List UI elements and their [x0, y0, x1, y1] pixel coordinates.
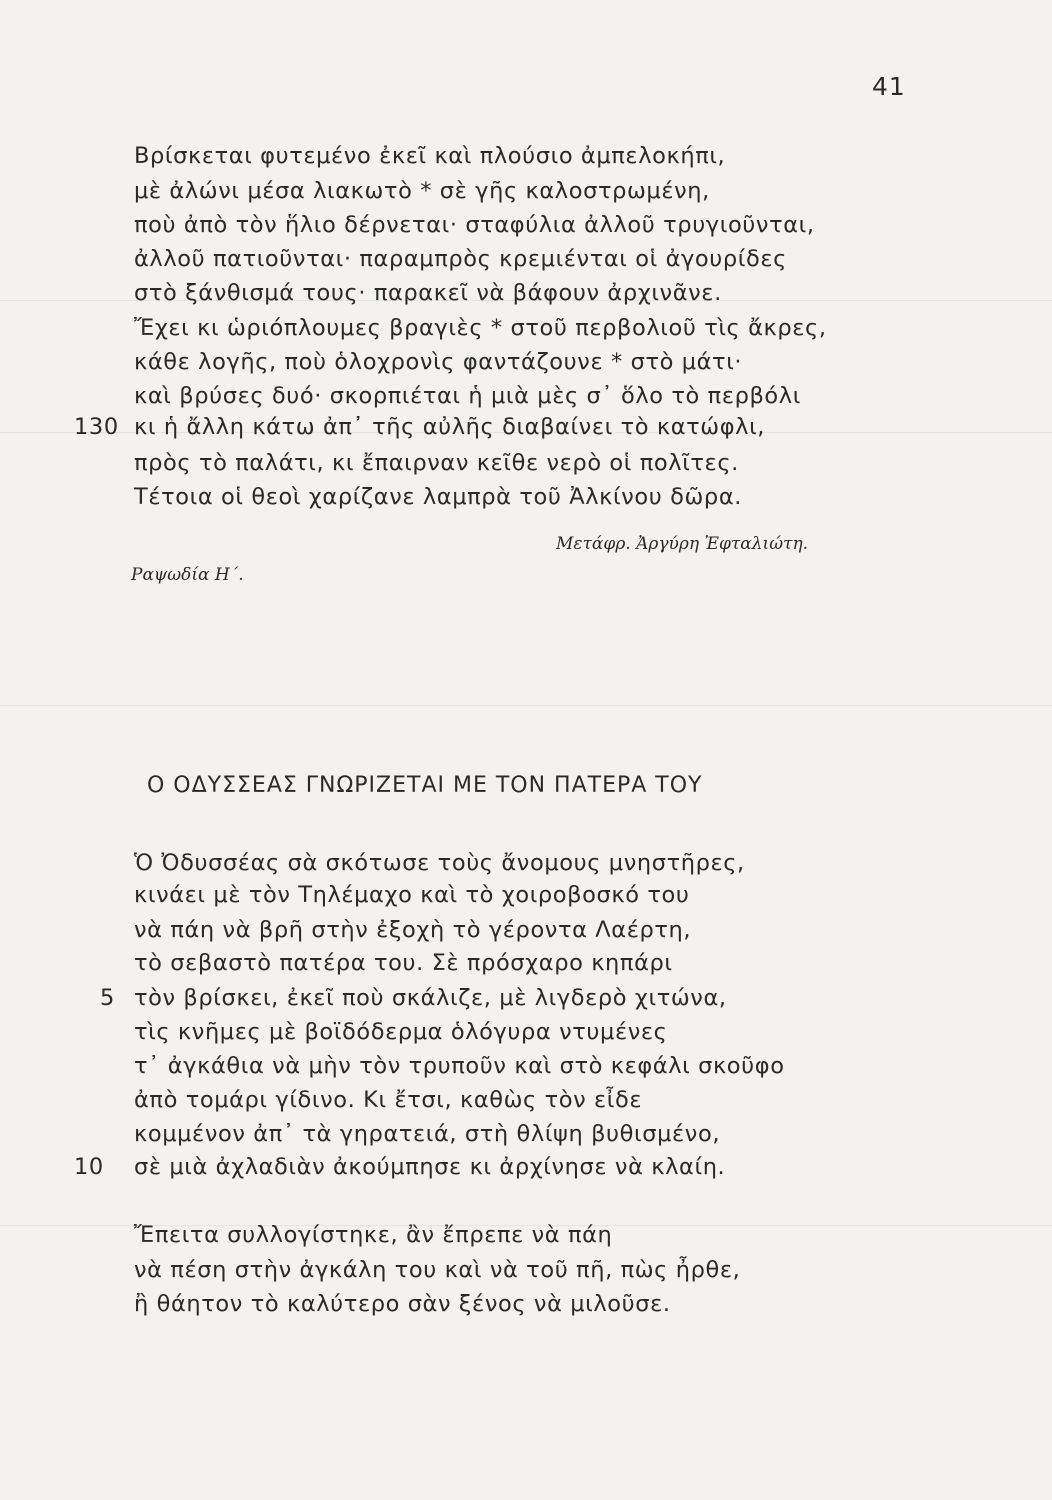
poem-line: κι ἡ ἄλλη κάτω ἀπ᾽ τῆς αὐλῆς διαβαίνει τὸ κατώφλι, — [134, 414, 766, 440]
poem-line: πρὸς τὸ παλάτι, κι ἔπαιρναν κεῖθε νερὸ οἱ πολῖτες. — [134, 450, 739, 476]
poem-line: Ἔπειτα συλλογίστηκε, ἂν ἔπρεπε νὰ πάη — [134, 1222, 613, 1248]
poem-line: νὰ πάη νὰ βρῆ στὴν ἐξοχὴ τὸ γέροντα Λαέρτη, — [134, 917, 692, 943]
poem-line: ἀλλοῦ πατιοῦνται· παραμπρὸς κρεμιένται οἱ ἀγουρίδες — [134, 246, 787, 272]
poem-line: κομμένον ἀπ᾽ τὰ γηρατειά, στὴ θλίψη βυθισμένο, — [134, 1121, 721, 1147]
poem-line: τ᾽ ἀγκάθια νὰ μὴν τὸν τρυποῦν καὶ στὸ κεφάλι σκοῦφο — [134, 1053, 785, 1079]
source-rhapsody: Ραψωδία Η΄. — [131, 565, 244, 585]
line-number: 10 — [74, 1154, 104, 1180]
poem-line: τὸ σεβαστὸ πατέρα του. Σὲ πρόσχαρο κηπάρι — [134, 950, 673, 976]
poem-line: καὶ βρύσες δυό· σκορπιέται ἡ μιὰ μὲς σ᾽ ὅλο τὸ περβόλι — [134, 383, 801, 409]
translator-credit: Μετάφρ. Ἀργύρη Ἐφταλιώτη. — [556, 534, 809, 554]
poem-line: ποὺ ἀπὸ τὸν ἥλιο δέρνεται· σταφύλια ἀλλοῦ τρυγιοῦνται, — [134, 212, 815, 238]
poem-line: Βρίσκεται φυτεμένο ἐκεῖ καὶ πλούσιο ἀμπελοκήπι, — [134, 143, 726, 169]
poem-line: Τέτοια οἱ θεοὶ χαρίζανε λαμπρὰ τοῦ Ἀλκίνου δῶρα. — [134, 484, 742, 510]
poem-line: σὲ μιὰ ἀχλαδιὰν ἀκούμπησε κι ἀρχίνησε νὰ κλαίη. — [134, 1154, 726, 1180]
poem-line: τὶς κνῆμες μὲ βοϊδόδερμα ὁλόγυρα ντυμένες — [134, 1019, 668, 1045]
poem-line: Ἔχει κι ὡριόπλουμες βραγιὲς * στοῦ περβολιοῦ τὶς ἄκρες, — [134, 315, 827, 341]
poem-line: τὸν βρίσκει, ἐκεῖ ποὺ σκάλιζε, μὲ λιγδερὸ χιτώνα, — [134, 985, 727, 1011]
line-number: 5 — [100, 985, 115, 1011]
section-heading: Ο ΟΔΥΣΣΕΑΣ ΓΝΩΡΙΖΕΤΑΙ ΜΕ ΤΟΝ ΠΑΤΕΡΑ ΤΟΥ — [147, 773, 703, 798]
poem-line: Ὁ Ὀδυσσέας σὰ σκότωσε τοὺς ἄνομους μνηστῆρες, — [134, 850, 745, 876]
poem-line: κάθε λογῆς, ποὺ ὁλοχρονὶς φαντάζουνε * στὸ μάτι· — [134, 349, 743, 375]
bleed-through-line — [0, 705, 1052, 706]
poem-line: ἀπὸ τομάρι γίδινο. Κι ἔτσι, καθὼς τὸν εἶδε — [134, 1087, 643, 1113]
poem-line: ἢ θάητον τὸ καλύτερο σὰν ξένος νὰ μιλοῦσε. — [134, 1291, 671, 1317]
poem-line: νὰ πέση στὴν ἀγκάλη του καὶ νὰ τοῦ πῆ, πὼς ἦρθε, — [134, 1257, 741, 1283]
poem-line: κινάει μὲ τὸν Τηλέμαχο καὶ τὸ χοιροβοσκό του — [134, 882, 690, 908]
page-number: 41 — [872, 72, 906, 101]
line-number: 130 — [74, 414, 119, 440]
poem-line: μὲ ἀλώνι μέσα λιακωτὸ * σὲ γῆς καλοστρωμένη, — [134, 178, 710, 204]
poem-line: στὸ ξάνθισμά τους· παρακεῖ νὰ βάφουν ἀρχινᾶνε. — [134, 280, 722, 306]
